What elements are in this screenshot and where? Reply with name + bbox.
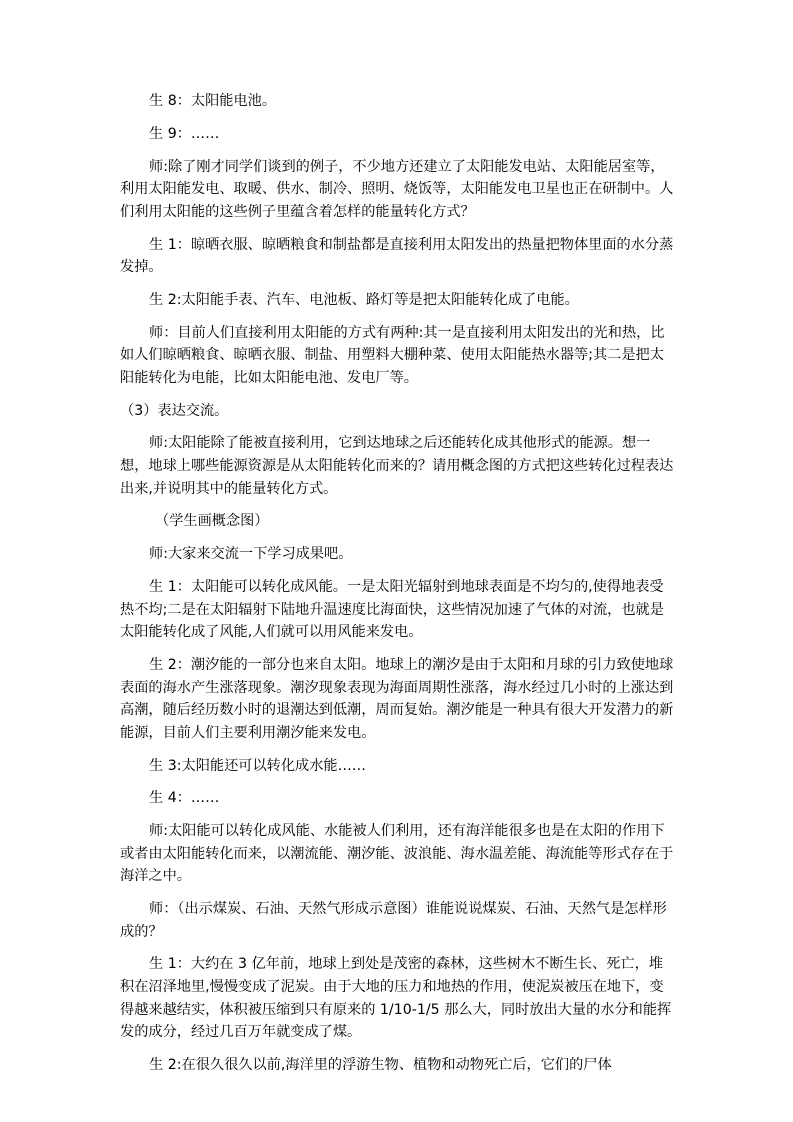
paragraph-student-9: 生 9：…… <box>149 125 220 142</box>
paragraph-teacher-fossil-fuels: 师：（出示煤炭、石油、天然气形成示意图）谁能说说煤炭、石油、天然气是怎样形成的？ <box>120 901 667 940</box>
paragraph-student-1-drying: 生 1：晾晒衣服、晾晒粮食和制盐都是直接利用太阳发出的热量把物体里面的水分蒸发掉。 <box>120 236 674 276</box>
paragraph-student-1-wind: 生 1：太阳能可以转化成风能。一是太阳光辐射到地球表面是不均匀的,使得地表受热不均;二是在太阳辐射下陆地升温速度比海面快，这些情况加速了气体的对流，也就是太阳能转化成了风能,人们就可以用风能来发电。 <box>120 578 664 641</box>
paragraph-teacher-ocean-energy: 师:太阳能可以转化成风能、水能被人们利用，还有海洋能很多也是在太阳的作用下或者由太阳能转化而来，以潮流能、潮汐能、波浪能、海水温差能、海流能等形式存在于海洋之中。 <box>120 823 674 885</box>
paragraph-student-2-electric: 生 2:太阳能手表、汽车、电池板、路灯等是把太阳能转化成了电能。 <box>149 291 579 308</box>
paragraph-students-draw: （学生画概念图） <box>155 513 269 530</box>
paragraph-student-3-water: 生 3:太阳能还可以转化成水能…… <box>149 757 366 774</box>
paragraph-student-2-tidal: 生 2：潮汐能的一部分也来自太阳。地球上的潮汐是由于太阳和月球的引力致使地球表面的海水产生涨落现象。潮汐现象表现为海面周期性涨落，海水经过几小时的上涨达到高潮，随后经历数小时的退潮达到低潮，周而复始。潮汐能是一种具有很大开发潜力的新能源，目前人们主要利用潮汐能来发电。 <box>120 656 674 741</box>
paragraph-student-2-ocean: 生 2:在很久很久以前,海洋里的浮游生物、植物和动物死亡后，它们的尸体 <box>149 1056 612 1073</box>
paragraph-student-8: 生 8：太阳能电池。 <box>149 93 277 109</box>
paragraph-student-4: 生 4：…… <box>149 790 220 807</box>
section-heading-express: （3）表达交流。 <box>120 402 229 419</box>
paragraph-teacher-solar-examples: 师:除了刚才同学们谈到的例子，不少地方还建立了太阳能发电站、太阳能居室等，利用太阳能发电、取暖、供水、制冷、照明、烧饭等，太阳能发电卫星也正在研制中。人们利用太阳能的这些例子里蕴含着怎样的能量转化方式？ <box>120 158 674 220</box>
paragraph-teacher-share: 师:大家来交流一下学习成果吧。 <box>149 546 353 563</box>
paragraph-teacher-two-methods: 师：目前人们直接利用太阳能的方式有两种:其一是直接利用太阳发出的光和热，比如人们晾晒粮食、晾晒衣服、制盐、用塑料大棚种菜、使用太阳能热水器等;其二是把太阳能转化为电能，比如太阳能电池、发电厂等。 <box>120 324 665 386</box>
document-body <box>120 90 676 1087</box>
paragraph-student-1-coal: 生 1：大约在 3 亿年前，地球上到处是茂密的森林，这些树木不断生长、死亡，堆积在沼泽地里,慢慢变成了泥炭。由于大地的压力和地热的作用，使泥炭被压在地下，变得越来越结实，体积被压缩到只有原来的 1/10-1/5 那么大，同时放出大量的水分和能挥发的成分，经过几百万年就变成了煤。 <box>120 956 672 1041</box>
paragraph-teacher-concept-map: 师:太阳能除了能被直接利用，它到达地球之后还能转化成其他形式的能源。想一想，地球上哪些能源资源是从太阳能转化而来的？请用概念图的方式把这些转化过程表达出来,并说明其中的能量转化方式。 <box>120 435 674 497</box>
